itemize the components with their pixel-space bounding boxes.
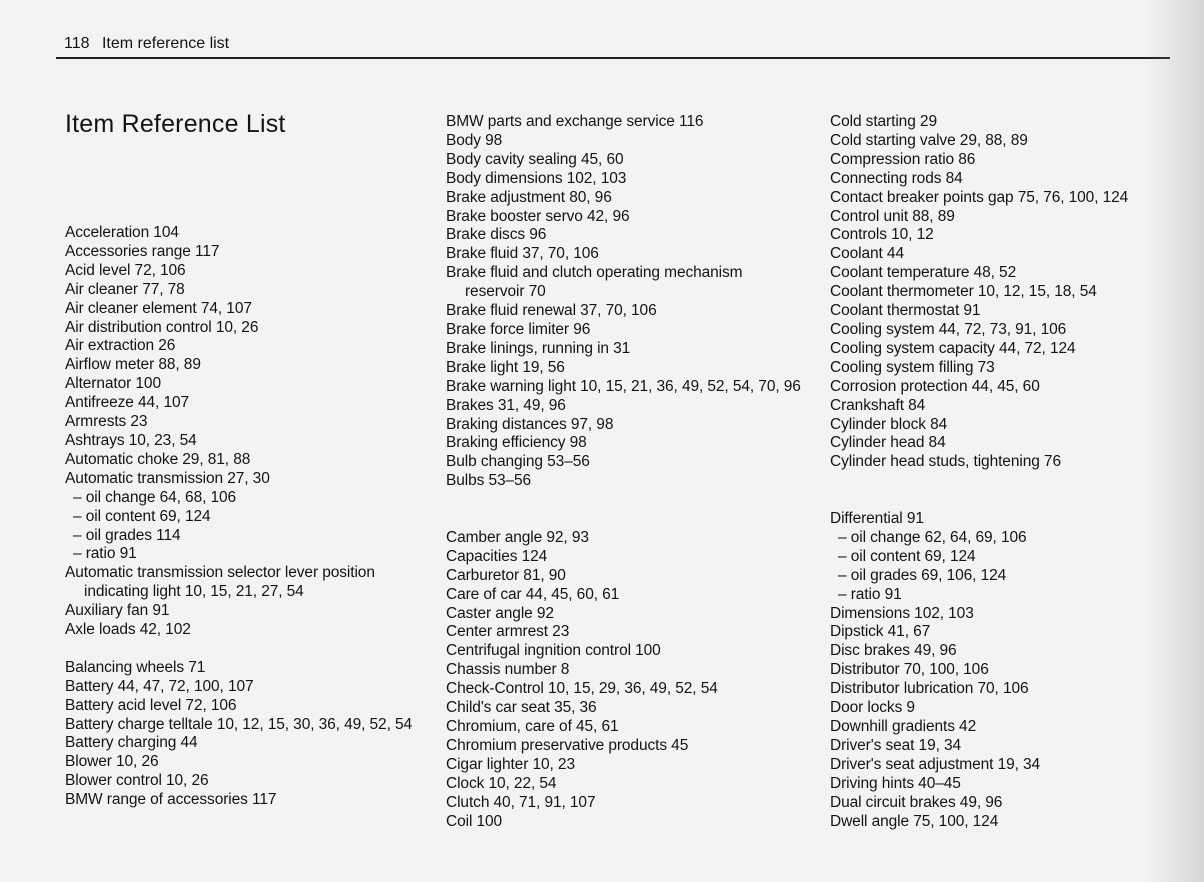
index-entry: Disc brakes 49, 96: [830, 642, 957, 660]
index-entry: Camber angle 92, 93: [446, 528, 589, 546]
index-entry: Coolant 44: [830, 245, 904, 263]
index-entry: Brake warning light 10, 15, 21, 36, 49, 52, 54, 70, 96: [446, 377, 801, 395]
index-subentry: – oil grades 69, 106, 124: [838, 566, 1007, 584]
index-entry: Door locks 9: [830, 699, 915, 717]
index-entry: Differential 91: [830, 510, 924, 528]
index-subentry: – ratio 91: [73, 545, 137, 563]
index-entry: Airflow meter 88, 89: [65, 356, 201, 374]
index-subentry: – oil content 69, 124: [838, 547, 976, 565]
index-entry: Cooling system 44, 72, 73, 91, 106: [830, 320, 1067, 338]
index-entry: Axle loads 42, 102: [65, 621, 191, 639]
index-entry: Battery acid level 72, 106: [65, 696, 237, 714]
index-entry: Capacities 124: [446, 547, 548, 565]
index-subentry: – oil change 62, 64, 69, 106: [838, 528, 1027, 546]
index-subentry: – oil content 69, 124: [73, 507, 211, 525]
index-entry: Brakes 31, 49, 96: [446, 396, 566, 414]
index-entry: Downhill gradients 42: [830, 717, 977, 735]
index-entry: BMW range of accessories 117: [65, 791, 277, 809]
index-entry: Driver's seat 19, 34: [830, 736, 962, 754]
index-entry: Check-Control 10, 15, 29, 36, 49, 52, 54: [446, 680, 718, 698]
index-entry: Armrests 23: [65, 413, 148, 431]
index-entry: Brake booster servo 42, 96: [446, 207, 630, 225]
index-entry: Braking efficiency 98: [446, 434, 587, 452]
index-entry: Automatic transmission 27, 30: [65, 469, 270, 487]
index-entry: Body cavity sealing 45, 60: [446, 150, 624, 168]
running-header-title: Item reference list: [101, 35, 230, 52]
index-spacer: [65, 640, 425, 659]
index-entry: Driving hints 40–45: [830, 774, 961, 792]
index-entry: Accessories range 117: [65, 242, 220, 260]
index-entry: Air cleaner 77, 78: [65, 280, 185, 298]
index-entry: Center armrest 23: [446, 623, 570, 641]
index-entry: Brake discs 96: [446, 226, 547, 244]
index-entry: Air extraction 26: [65, 337, 176, 355]
index-column-3: [830, 113, 1190, 831]
index-entry: Dwell angle 75, 100, 124: [830, 812, 999, 830]
header-rule: [56, 57, 1170, 59]
index-entry: Brake fluid and clutch operating mechanism reservoir 70: [446, 264, 743, 301]
index-entry: Cooling system filling 73: [830, 358, 995, 376]
index-entry: Auxiliary fan 91: [65, 602, 170, 620]
index-entry: Braking distances 97, 98: [446, 415, 614, 433]
index-entry: Cylinder head 84: [830, 434, 946, 452]
index-entry: Distributor 70, 100, 106: [830, 661, 989, 679]
index-entry: Blower control 10, 26: [65, 772, 209, 790]
index-entry: Brake linings, running in 31: [446, 339, 631, 357]
page-number: 118: [64, 35, 90, 52]
index-entry: Blower 10, 26: [65, 753, 159, 771]
index-entry: Dimensions 102, 103: [830, 604, 974, 622]
index-entry: Brake light 19, 56: [446, 358, 565, 376]
index-entry: Contact breaker points gap 75, 76, 100, 124: [830, 188, 1129, 206]
index-entry: Chromium, care of 45, 61: [446, 717, 619, 735]
running-header: [64, 34, 229, 54]
index-entry: Automatic choke 29, 81, 88: [65, 450, 251, 468]
index-subentry: – ratio 91: [838, 585, 902, 603]
index-entry: Child's car seat 35, 36: [446, 699, 597, 717]
index-entry: Distributor lubrication 70, 106: [830, 680, 1029, 698]
index-entry: Chassis number 8: [446, 661, 570, 679]
index-spacer: [830, 472, 1190, 510]
index-entry: Cylinder head studs, tightening 76: [830, 453, 1061, 471]
index-entry: Carburetor 81, 90: [446, 566, 566, 584]
index-column-1: [65, 224, 425, 810]
index-entry: Cooling system capacity 44, 72, 124: [830, 339, 1076, 357]
index-entry: Connecting rods 84: [830, 169, 963, 187]
index-entry: Battery charge telltale 10, 12, 15, 30, 36, 49, 52, 54: [65, 715, 413, 733]
index-entry: Air cleaner element 74, 107: [65, 299, 252, 317]
index-entry: Driver's seat adjustment 19, 34: [830, 755, 1041, 773]
index-entry: Coolant temperature 48, 52: [830, 264, 1017, 282]
index-entry: Corrosion protection 44, 45, 60: [830, 377, 1040, 395]
index-entry: Caster angle 92: [446, 604, 554, 622]
index-entry: Body dimensions 102, 103: [446, 169, 627, 187]
index-entry: Control unit 88, 89: [830, 207, 955, 225]
index-entry: Balancing wheels 71: [65, 658, 206, 676]
index-entry: Coil 100: [446, 812, 503, 830]
index-entry: Brake fluid 37, 70, 106: [446, 245, 599, 263]
index-entry: Care of car 44, 45, 60, 61: [446, 585, 620, 603]
index-entry: Brake force limiter 96: [446, 320, 591, 338]
index-subentry: – oil grades 114: [73, 526, 181, 544]
index-entry: Cigar lighter 10, 23: [446, 755, 575, 773]
index-entry: Compression ratio 86: [830, 150, 976, 168]
index-entry: Battery 44, 47, 72, 100, 107: [65, 677, 254, 695]
index-entry: Chromium preservative products 45: [446, 736, 689, 754]
index-entry: Alternator 100: [65, 375, 161, 393]
index-column-2: [446, 113, 806, 831]
index-entry: Crankshaft 84: [830, 396, 926, 414]
index-entry: Clock 10, 22, 54: [446, 774, 557, 792]
index-entry: Dipstick 41, 67: [830, 623, 931, 641]
index-subentry: – oil change 64, 68, 106: [73, 488, 237, 506]
index-entry: Automatic transmission selector lever position indicating light 10, 15, 21, 27, 54: [65, 564, 375, 601]
index-entry: Cold starting valve 29, 88, 89: [830, 131, 1028, 149]
page-title: Item Reference List: [65, 110, 286, 138]
index-entry: Cold starting 29: [830, 113, 937, 130]
index-entry: Coolant thermostat 91: [830, 302, 981, 320]
page-edge-shadow: [1144, 0, 1204, 882]
index-entry: Coolant thermometer 10, 12, 15, 18, 54: [830, 283, 1097, 301]
index-entry: Bulbs 53–56: [446, 472, 532, 490]
index-entry: Acceleration 104: [65, 224, 179, 241]
index-entry: Air distribution control 10, 26: [65, 318, 259, 336]
index-spacer: [446, 491, 806, 529]
index-entry: Brake adjustment 80, 96: [446, 188, 612, 206]
index-entry: Bulb changing 53–56: [446, 453, 590, 471]
index-entry: Ashtrays 10, 23, 54: [65, 431, 197, 449]
index-entry: Controls 10, 12: [830, 226, 934, 244]
index-entry: Clutch 40, 71, 91, 107: [446, 793, 596, 811]
index-entry: Cylinder block 84: [830, 415, 948, 433]
index-entry: Body 98: [446, 131, 503, 149]
index-entry: Centrifugal ingnition control 100: [446, 642, 661, 660]
index-entry: Battery charging 44: [65, 734, 198, 752]
index-entry: BMW parts and exchange service 116: [446, 113, 704, 130]
index-entry: Brake fluid renewal 37, 70, 106: [446, 302, 657, 320]
index-entry: Dual circuit brakes 49, 96: [830, 793, 1003, 811]
index-entry: Acid level 72, 106: [65, 261, 186, 279]
index-entry: Antifreeze 44, 107: [65, 394, 190, 412]
